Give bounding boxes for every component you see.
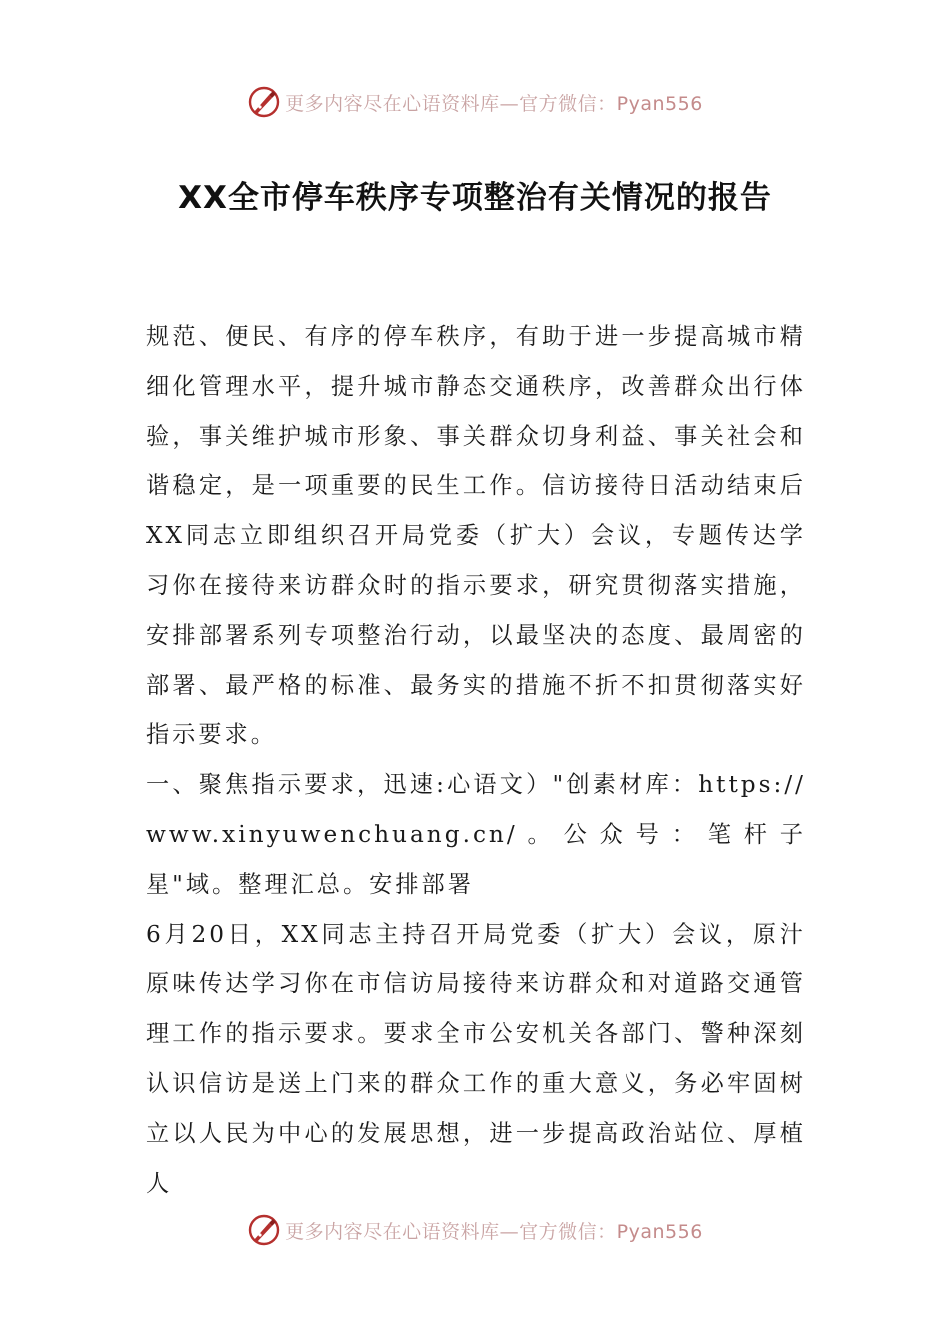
document-body [146, 312, 806, 1208]
banner-wechat-id: Pyan556 [616, 1220, 703, 1243]
paragraph-section-heading: 一、聚焦指示要求，迅速:心语文）"创素材库：https://www.xinyuwenchuang.cn/。公众号：笔杆子星"域。整理汇总。安排部署 [146, 771, 806, 898]
pen-nib-circle-icon [247, 1213, 281, 1247]
pen-nib-circle-icon [247, 85, 281, 119]
header-banner [0, 82, 950, 122]
banner-wechat-id: Pyan556 [616, 92, 703, 115]
paragraph-meeting: 6月20日，XX同志主持召开局党委（扩大）会议，原汁原味传达学习你在市信访局接待来访群众和对道路交通管理工作的指示要求。要求全市公安机关各部门、警种深刻认识信访是送上门来的群众工作的重大意义，务必牢固树立以人民为中心的发展思想，进一步提高政治站位、厚植人 [146, 920, 806, 1197]
banner-text-cn: 更多内容尽在心语资料库—官方微信： [285, 1220, 617, 1243]
banner-text-cn: 更多内容尽在心语资料库—官方微信： [285, 92, 617, 115]
footer-banner [0, 1210, 950, 1250]
paragraph-intro: 规范、便民、有序的停车秩序，有助于进一步提高城市精细化管理水平，提升城市静态交通秩序，改善群众出行体验，事关维护城市形象、事关群众切身利益、事关社会和谐稳定，是一项重要的民生工作。信访接待日活动结束后XX同志立即组织召开局党委（扩大）会议，专题传达学习你在接待来访群众时的指示要求，研究贯彻落实措施，安排部署系列专项整治行动，以最坚决的态度、最周密的部署、最严格的标准、最务实的措施不折不扣贯彻落实好指示要求。 [146, 323, 806, 749]
banner-text [285, 1217, 703, 1244]
banner-text [285, 89, 703, 116]
document-title: XX全市停车秩序专项整治有关情况的报告 [178, 180, 772, 216]
